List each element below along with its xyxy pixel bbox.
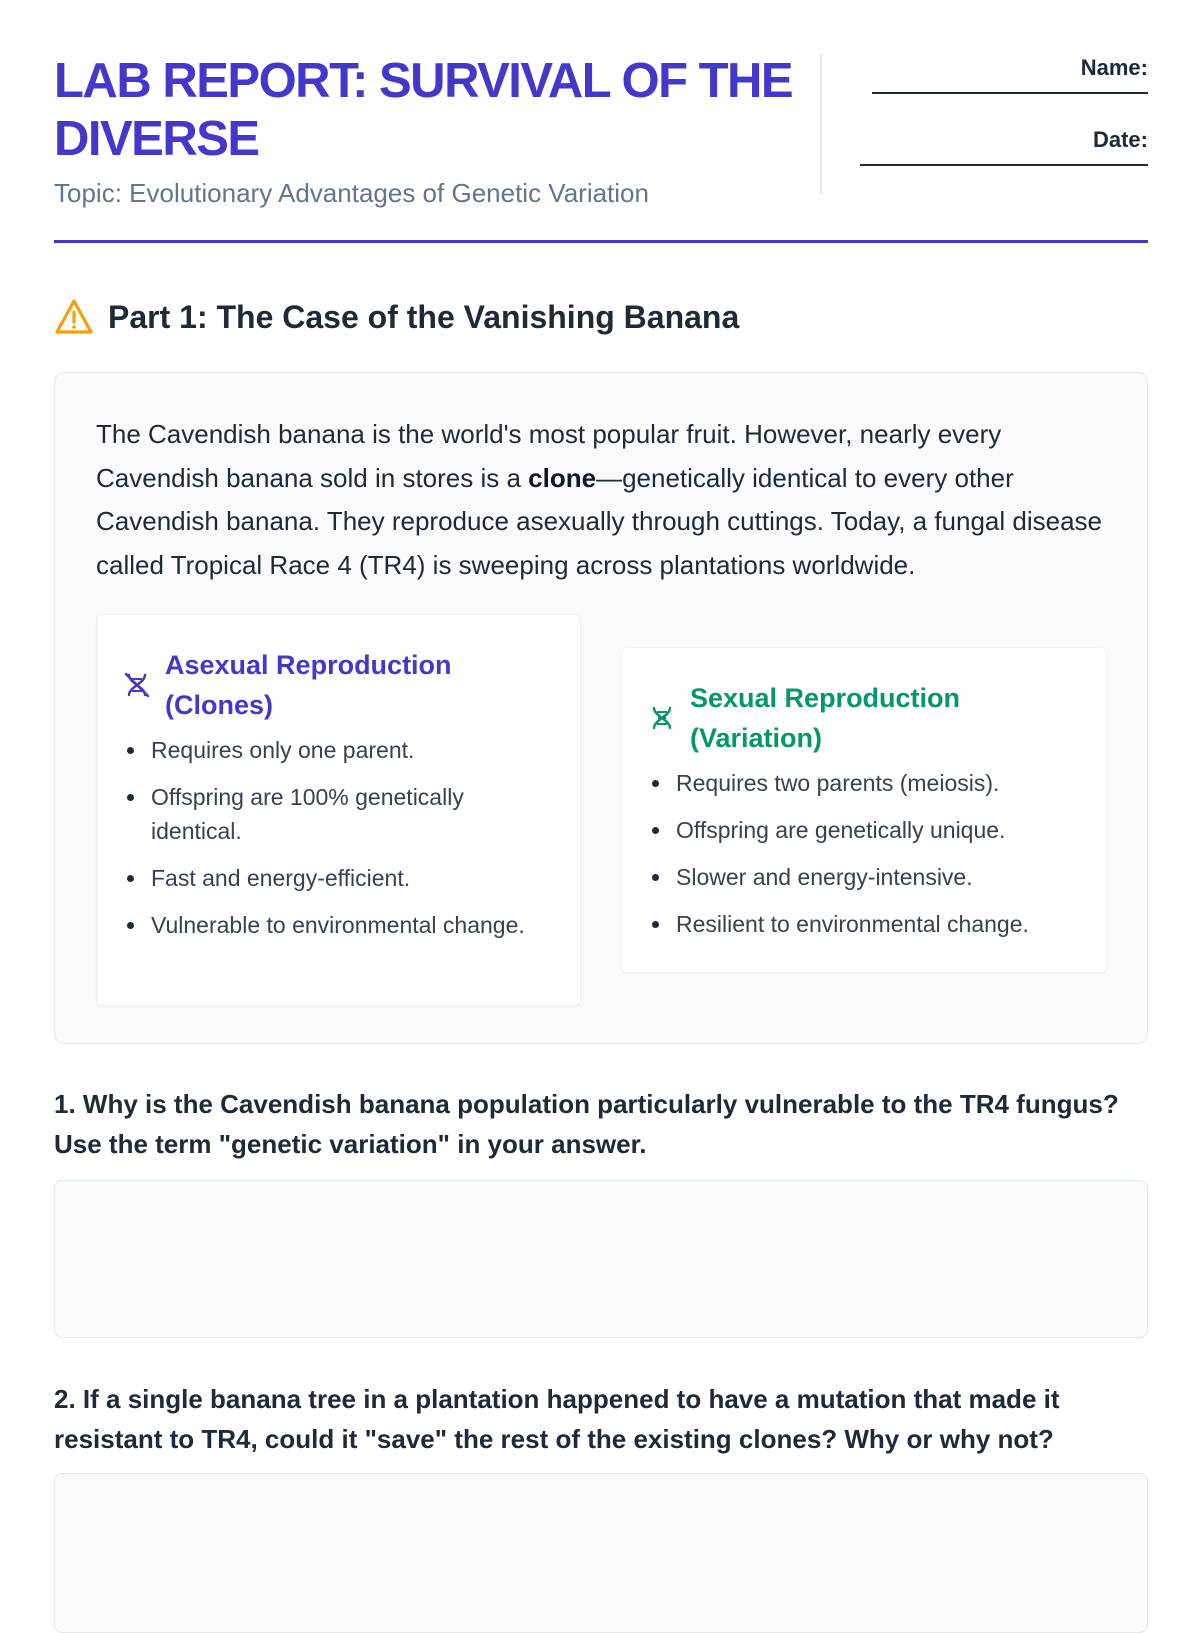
part-1-heading: [54, 298, 739, 336]
dna-icon: [648, 704, 676, 732]
list-item: Requires only one parent.: [123, 733, 543, 767]
date-label: Date:: [1092, 127, 1148, 152]
case-study-card: [54, 372, 1148, 1044]
intro-text-start: The Cavendish banana is the world's most popular fruit. However, nearly every Cavendish banana sold in stores is a: [96, 419, 1002, 493]
list-item: Requires two parents (meiosis).: [648, 766, 1088, 800]
student-info: [848, 52, 1148, 166]
asexual-points-list: [123, 733, 543, 955]
sexual-card: [621, 647, 1107, 973]
intro-text-end: —genetically identical to every other Cavendish banana. They reproduce asexually through cuttings. Today, a fungal disease called Tropical Race 4 (TR4) is sweeping across plantations worldwide.: [96, 462, 1103, 580]
list-item: Vulnerable to environmental change.: [123, 908, 543, 942]
list-item: Offspring are genetically unique.: [648, 813, 1088, 847]
date-field[interactable]: [860, 164, 1148, 166]
header-divider: [820, 54, 822, 194]
report-header: [54, 52, 1148, 244]
dna-off-icon: [123, 671, 151, 699]
name-label: Name:: [1080, 55, 1148, 80]
report-subtitle: Topic: Evolutionary Advantages of Genetic Variation: [54, 178, 649, 208]
report-title: LAB REPORT: SURVIVAL OF THE DIVERSE: [54, 54, 793, 166]
question-2: 2. If a single banana tree in a plantation happened to have a mutation that made it resistant to TR4, could it "save" the rest of the existing clones? Why or why not?: [54, 1384, 1060, 1454]
asexual-title: Asexual Reproduction (Clones): [165, 650, 452, 720]
warning-triangle-icon: [54, 298, 94, 336]
name-field[interactable]: [872, 92, 1148, 94]
asexual-card: [96, 614, 581, 1006]
intro-emphasis: clone: [528, 462, 597, 493]
answer-box-1[interactable]: [54, 1180, 1148, 1338]
list-item: Offspring are 100% genetically identical.: [123, 780, 543, 848]
sexual-title: Sexual Reproduction (Variation): [690, 683, 961, 753]
list-item: Slower and energy-intensive.: [648, 860, 1088, 894]
list-item: Fast and energy-efficient.: [123, 861, 543, 895]
asexual-header: [123, 645, 485, 725]
sexual-header: [648, 678, 1010, 758]
sexual-points-list: [648, 766, 1088, 954]
case-intro: [96, 413, 1106, 587]
title-block: [54, 52, 794, 209]
list-item: Resilient to environmental change.: [648, 907, 1088, 941]
question-1: 1. Why is the Cavendish banana population particularly vulnerable to the TR4 fungus? Use the term "genetic variation" in your answer.: [54, 1089, 1119, 1159]
answer-box-2[interactable]: [54, 1473, 1148, 1633]
part-1-title: Part 1: The Case of the Vanishing Banana: [108, 298, 740, 335]
header-rule: [54, 240, 1148, 243]
